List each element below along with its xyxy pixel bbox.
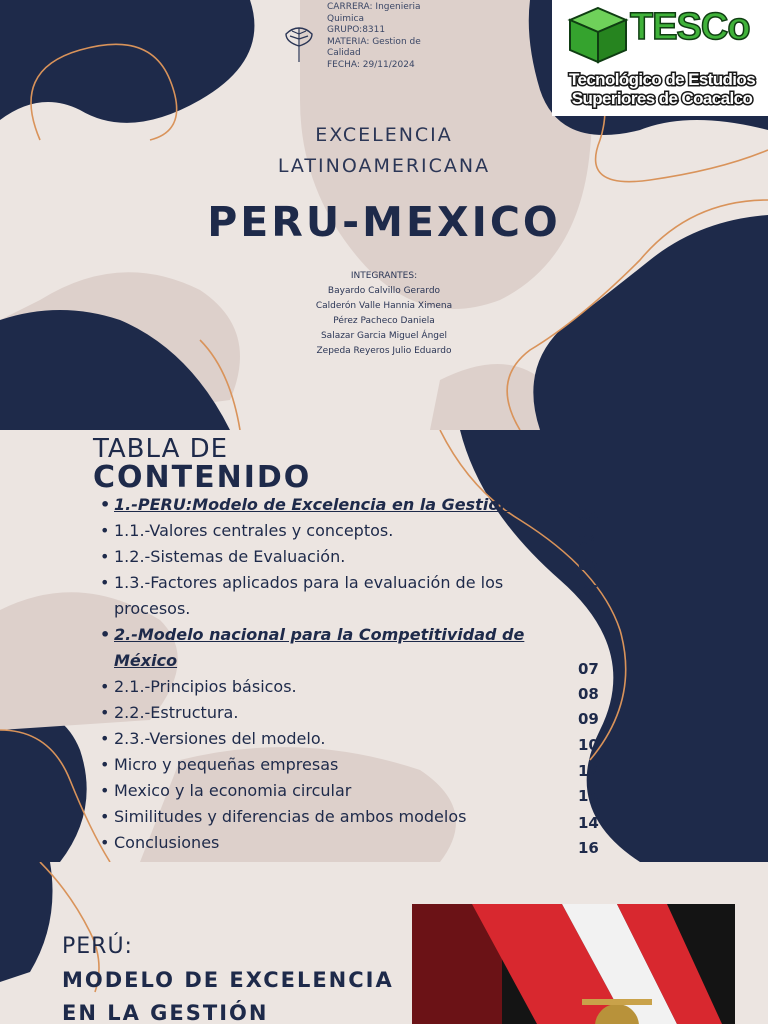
cover-page xyxy=(0,0,768,430)
member-name: Pérez Pacheco Daniela xyxy=(333,316,435,326)
group-text: GRUPO:8311 xyxy=(327,25,386,35)
toc-item[interactable]: • 1.2.-Sistemas de Evaluación. xyxy=(100,544,570,570)
members-label: INTEGRANTES: xyxy=(350,271,418,281)
member-name: Zepeda Reyeros Julio Eduardo xyxy=(316,346,452,356)
page-number: 08 xyxy=(578,685,599,703)
page-number: 04 xyxy=(578,531,599,549)
toc-page xyxy=(0,430,768,862)
toc-item[interactable]: • Mexico y la economia circular xyxy=(100,778,570,804)
page-number: 06 xyxy=(578,582,599,600)
cube-icon xyxy=(566,4,630,66)
page-number: 12 xyxy=(578,762,599,780)
toc-item[interactable]: • Conclusiones xyxy=(100,830,570,856)
subtitle-line2: LATINOAMERICANA xyxy=(277,155,491,177)
career-text: CARRERA: Ingenieria Quimica xyxy=(327,2,421,24)
page-number: 07 xyxy=(578,660,599,678)
tesco-logo xyxy=(552,0,768,116)
section-title-line1: PERÚ: xyxy=(62,934,133,959)
member-name: Salazar Garcia Miguel Ángel xyxy=(320,331,448,341)
toc-item-section-1[interactable]: • 1.-PERU:Modelo de Excelencia en la Gestion xyxy=(100,492,570,518)
peru-ribbon-photo xyxy=(412,904,735,1024)
page-number: 14 xyxy=(578,814,599,832)
members-list xyxy=(284,269,484,359)
tesco-line1: Tecnológico de Estudios xyxy=(568,70,756,89)
page-number: 03 xyxy=(578,506,599,524)
toc-heading-line2: CONTENIDO xyxy=(93,460,312,495)
page-number: 16 xyxy=(578,839,599,857)
toc-item[interactable]: • 2.2.-Estructura. xyxy=(100,700,570,726)
section-page xyxy=(0,862,768,1024)
section-title xyxy=(62,964,394,1024)
tesco-wordmark: TESCo xyxy=(630,6,750,48)
course-info xyxy=(327,2,437,71)
tesco-line2: Superiores de Coacalco xyxy=(571,89,753,108)
toc-item[interactable]: • Similitudes y diferencias de ambos modelos xyxy=(100,804,570,830)
section-title-line3: EN LA GESTIÓN xyxy=(62,1001,269,1024)
member-name: Bayardo Calvillo Gerardo xyxy=(327,286,441,296)
toc-item[interactable]: • 2.1.-Principios básicos. xyxy=(100,674,570,700)
toc-list xyxy=(100,492,570,856)
leaf-icon xyxy=(284,24,314,64)
section-title-line2: MODELO DE EXCELENCIA xyxy=(62,968,394,992)
main-title: PERU-MEXICO xyxy=(207,198,561,246)
member-name: Calderón Valle Hannia Ximena xyxy=(315,301,453,311)
page-number: 09 xyxy=(578,710,599,728)
subtitle-line1: EXCELENCIA xyxy=(315,124,453,146)
toc-item[interactable]: • Micro y pequeñas empresas xyxy=(100,752,570,778)
page-number: 05 xyxy=(578,556,599,574)
toc-item[interactable]: • 1.1.-Valores centrales y conceptos. xyxy=(100,518,570,544)
ribbon-medal-image xyxy=(412,904,735,1024)
toc-item[interactable]: • 1.3.-Factores aplicados para la evaluación de los procesos. xyxy=(100,570,540,622)
subject-text: MATERIA: Gestion de Calidad xyxy=(327,36,421,58)
page-number: 13 xyxy=(578,787,599,805)
toc-heading-line1: TABLA DE xyxy=(93,434,229,464)
toc-item-section-2[interactable]: • 2.-Modelo nacional para la Competitividad de México xyxy=(100,622,540,674)
page-number: 10 xyxy=(578,736,599,754)
date-text: FECHA: 29/11/2024 xyxy=(327,59,415,70)
toc-item[interactable]: • 2.3.-Versiones del modelo. xyxy=(100,726,570,752)
